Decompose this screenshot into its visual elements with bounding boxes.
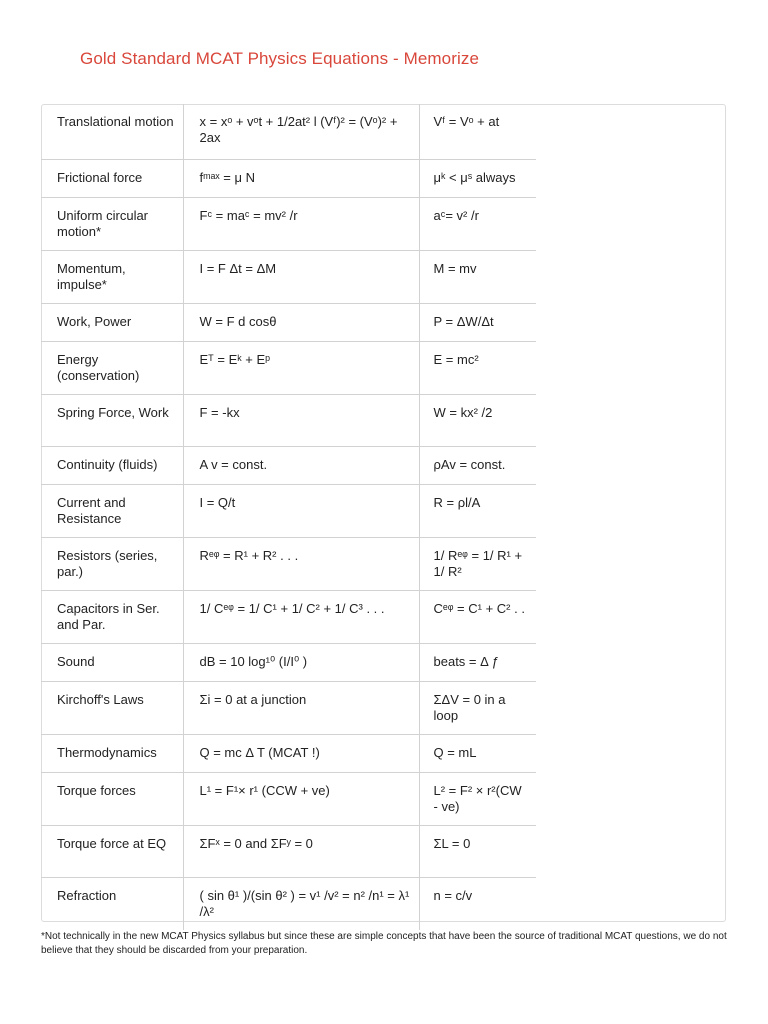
footnote: *Not technically in the new MCAT Physics syllabus but since these are simple concepts that have been the source of traditional MCAT questions, we do not believe that they should be discarded from your preparation. xyxy=(41,931,727,956)
equation-cell-secondary: n = c/v xyxy=(433,887,473,903)
equation-cell: L¹ = F¹× r¹ (CCW + ve) xyxy=(183,772,419,825)
equation-cell-secondary: W = kx² /2 xyxy=(419,394,536,446)
equation-cell-secondary: ΣΔV = 0 in a loop xyxy=(419,681,536,734)
equation-cell: Eᵀ = Eᵏ + Eᵖ xyxy=(183,341,419,394)
table-row xyxy=(41,537,536,590)
table-row xyxy=(41,772,536,825)
topic-cell: Kirchoff's Laws xyxy=(41,681,183,734)
topic-cell: Thermodynamics xyxy=(41,734,183,772)
equation-cell-secondary: M = mv xyxy=(419,250,536,303)
equation-cell-secondary: Q = mL xyxy=(419,734,536,772)
topic-cell: Torque forces xyxy=(41,772,183,825)
page-title: Gold Standard MCAT Physics Equations - Memorize xyxy=(80,49,480,68)
table-row xyxy=(41,877,536,930)
topic-cell: Frictional force xyxy=(41,159,183,197)
equation-cell: W = F d cosθ xyxy=(183,303,419,341)
table-row xyxy=(41,681,536,734)
equation-cell-secondary: L² = F² × r²(CW - ve) xyxy=(419,772,536,825)
equation-cell: I = Q/t xyxy=(183,484,419,537)
table-row xyxy=(41,104,536,159)
table-row xyxy=(41,590,536,643)
equation-cell: fᵐᵃˣ = μ N xyxy=(183,159,419,197)
topic-cell: Energy (conservation) xyxy=(41,341,183,394)
table-row xyxy=(41,446,536,484)
table-row xyxy=(41,643,536,681)
equation-cell: Q = mc Δ T (MCAT !) xyxy=(183,734,419,772)
table-row xyxy=(41,250,536,303)
topic-cell: Current and Resistance xyxy=(41,484,183,537)
table-row xyxy=(41,394,536,446)
equation-cell-secondary: Cᵉᵠ = C¹ + C² . . xyxy=(419,590,536,643)
equation-cell: Rᵉᵠ = R¹ + R² . . . xyxy=(183,537,419,590)
equations-table-body xyxy=(41,104,536,930)
topic-cell: Continuity (fluids) xyxy=(41,446,183,484)
equation-cell: F = -kx xyxy=(183,394,419,446)
topic-cell: Resistors (series, par.) xyxy=(41,537,183,590)
topic-cell: Spring Force, Work xyxy=(41,394,183,446)
topic-cell: Work, Power xyxy=(41,303,183,341)
equation-cell: Fᶜ = maᶜ = mv² /r xyxy=(183,197,419,250)
equation-cell-secondary: E = mc² xyxy=(419,341,536,394)
table-row xyxy=(41,341,536,394)
topic-cell: Translational motion xyxy=(41,104,183,159)
equation-cell-secondary: Vᶠ = Vᵒ + at xyxy=(419,104,536,159)
topic-cell: Capacitors in Ser. and Par. xyxy=(41,590,183,643)
equation-cell-secondary: ρAv = const. xyxy=(419,446,536,484)
topic-cell: Uniform circular motion* xyxy=(41,197,183,250)
topic-cell: Refraction xyxy=(57,887,117,903)
equation-cell-secondary: μᵏ < μˢ always xyxy=(419,159,536,197)
equation-cell-secondary: aᶜ= v² /r xyxy=(419,197,536,250)
equation-cell: 1/ Cᵉᵠ = 1/ C¹ + 1/ C² + 1/ C³ . . . xyxy=(183,590,419,643)
equation-cell: A v = const. xyxy=(183,446,419,484)
topic-cell: Sound xyxy=(41,643,183,681)
table-row xyxy=(41,197,536,250)
equation-cell: ΣFˣ = 0 and ΣFʸ = 0 xyxy=(183,825,419,877)
topic-cell: Momentum, impulse* xyxy=(41,250,183,303)
equation-cell: dB = 10 log¹⁰ (I/I⁰ ) xyxy=(183,643,419,681)
equation-cell: Σi = 0 at a junction xyxy=(183,681,419,734)
equation-cell: I = F Δt = ΔM xyxy=(183,250,419,303)
table-row xyxy=(41,303,536,341)
equation-cell-secondary: R = ρl/A xyxy=(419,484,536,537)
equations-table xyxy=(41,104,536,930)
equation-cell: ( sin θ¹ )/(sin θ² ) = v¹ /v² = n² /n¹ = λ¹ /λ² xyxy=(183,877,419,930)
equation-cell-secondary: P = ΔW/Δt xyxy=(419,303,536,341)
equation-cell-secondary: ΣL = 0 xyxy=(419,825,536,877)
equation-cell: x = xᵒ + vᵒt + 1/2at² l (Vᶠ)² = (Vᵒ)² + 2ax xyxy=(183,104,419,159)
table-row xyxy=(41,825,536,877)
topic-cell: Torque force at EQ xyxy=(41,825,183,877)
table-row xyxy=(41,734,536,772)
equation-cell-secondary: beats = Δ ƒ xyxy=(419,643,536,681)
equation-cell-secondary: 1/ Rᵉᵠ = 1/ R¹ + 1/ R² xyxy=(419,537,536,590)
table-row xyxy=(41,484,536,537)
table-row xyxy=(41,159,536,197)
